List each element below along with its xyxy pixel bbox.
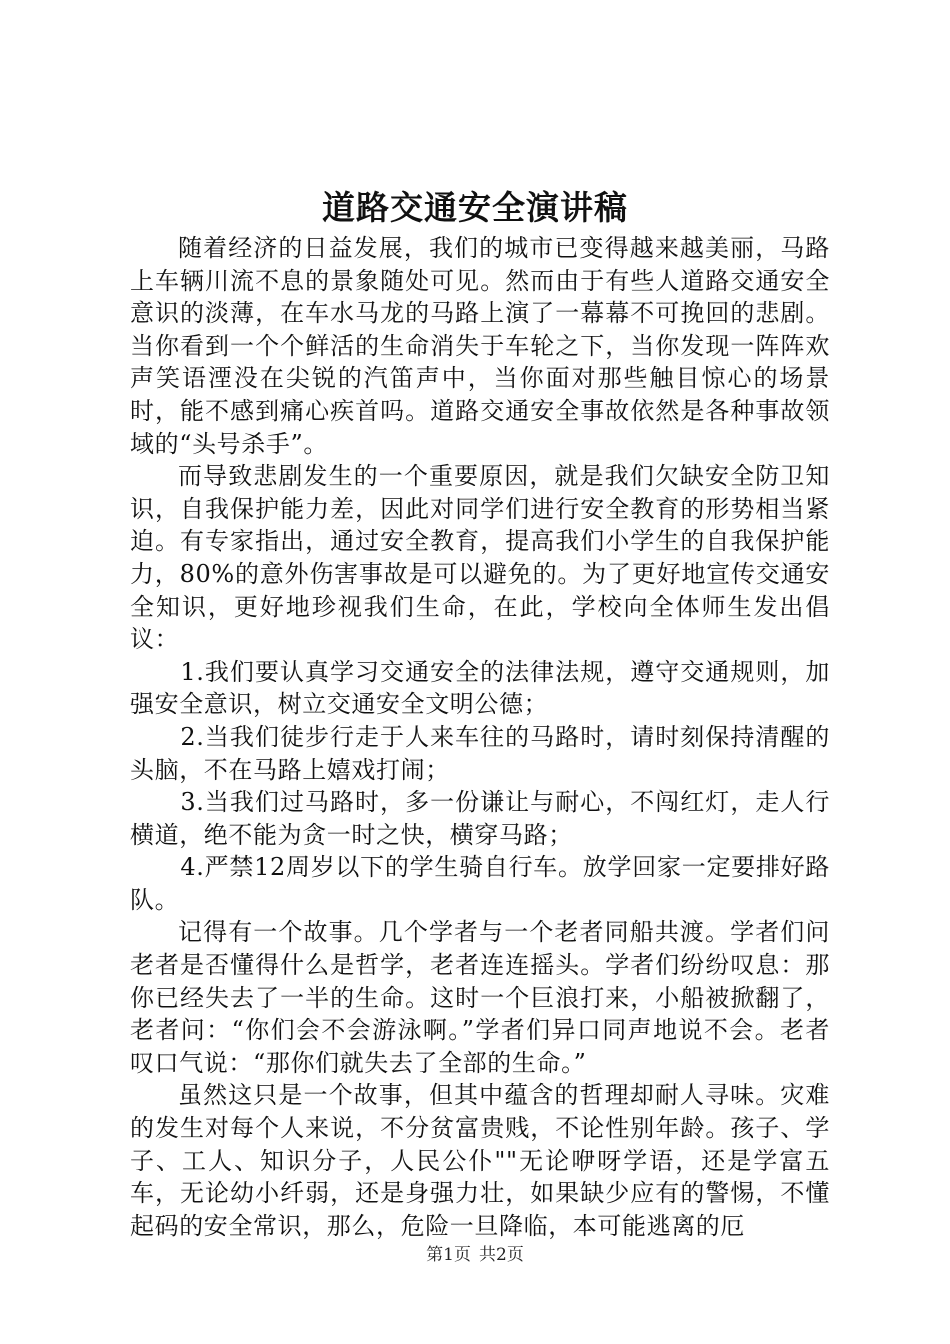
page-footer	[0, 1244, 950, 1266]
page-number: 第1页	[426, 1245, 471, 1265]
page-total: 共2页	[479, 1245, 524, 1265]
body-paragraph: 随着经济的日益发展，我们的城市已变得越来越美丽，马路上车辆川流不息的景象随处可见。然而由于有些人道路交通安全意识的淡薄，在车水马龙的马路上演了一幕幕不可挽回的悲剧。当你看到一个个鲜活的生命消失于车轮之下，当你发现一阵阵欢声笑语湮没在尖锐的汽笛声中，当你面对那些触目惊心的场景时，能不感到痛心疾首吗。道路交通安全事故依然是各种事故领域的“头号杀手”。	[130, 234, 830, 458]
body-paragraph: 虽然这只是一个故事，但其中蕴含的哲理却耐人寻味。灾难的发生对每个人来说，不分贫富贵贱，不论性别年龄。孩子、学子、工人、知识分子，人民公仆""无论咿呀学语，还是学富五车，无论幼小纤弱，还是身强力壮，如果缺少应有的警惕，不懂起码的安全常识，那么，危险一旦降临，本可能逃离的厄	[130, 1081, 830, 1240]
body-paragraph: 记得有一个故事。几个学者与一个老者同船共渡。学者们问老者是否懂得什么是哲学，老者连连摇头。学者们纷纷叹息：那你已经失去了一半的生命。这时一个巨浪打来，小船被掀翻了，老者问：“你们会不会游泳啊。”学者们异口同声地说不会。老者叹口气说：“那你们就失去了全部的生命。”	[130, 918, 830, 1077]
body-paragraph: 而导致悲剧发生的一个重要原因，就是我们欠缺安全防卫知识，自我保护能力差，因此对同学们进行安全教育的形势相当紧迫。有专家指出，通过安全教育，提高我们小学生的自我保护能力，80%的意外伤害事故是可以避免的。为了更好地宣传交通安全知识，更好地珍视我们生命，在此，学校向全体师生发出倡议：	[130, 462, 830, 654]
proposal-item: 1.我们要认真学习交通安全的法律法规，遵守交通规则，加强安全意识，树立交通安全文明公德；	[130, 657, 830, 719]
document-body	[130, 232, 830, 1242]
proposal-item: 3.当我们过马路时，多一份谦让与耐心，不闯红灯，走人行横道，绝不能为贪一时之快，横穿马路；	[130, 788, 830, 849]
document-title: 道路交通安全演讲稿	[322, 188, 628, 227]
proposal-item: 2.当我们徒步行走于人来车往的马路时，请时刻保持清醒的头脑，不在马路上嬉戏打闹；	[130, 722, 830, 784]
proposal-item: 4.严禁12周岁以下的学生骑自行车。放学回家一定要排好路队。	[130, 853, 830, 914]
